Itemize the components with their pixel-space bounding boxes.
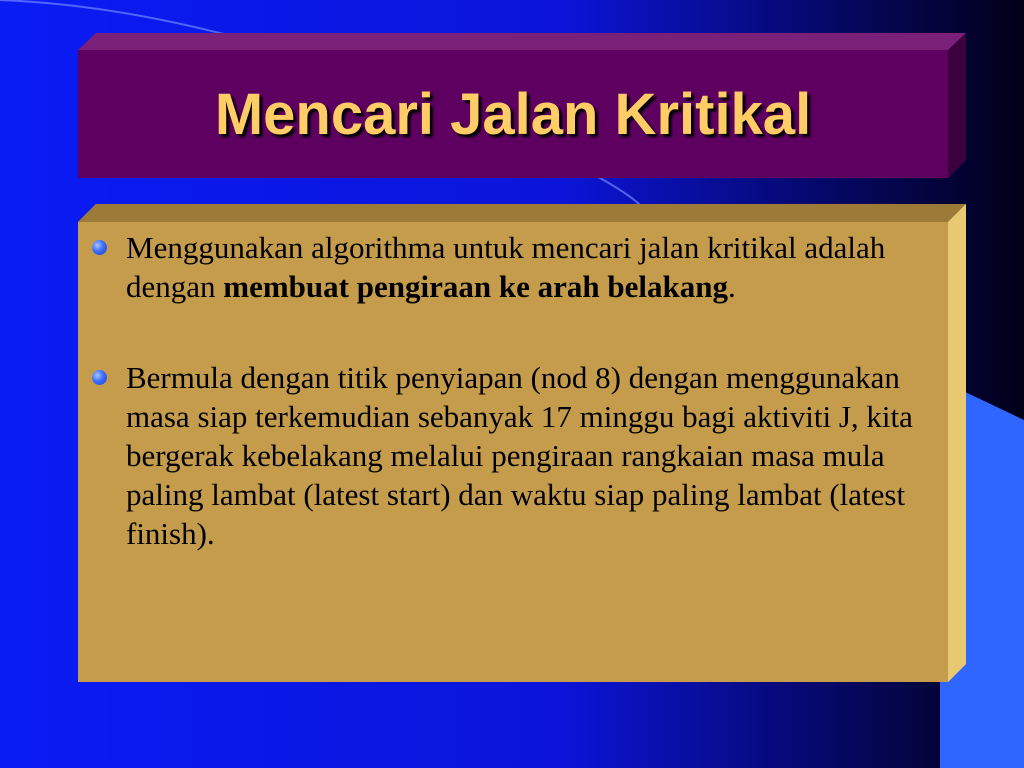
bullet-1-punctuation: .	[727, 269, 736, 304]
bullet-icon	[92, 370, 107, 385]
content-body	[90, 228, 940, 605]
bullet-item-1	[90, 228, 940, 306]
bullet-1-text: Menggunakan algorithma untuk mencari jalan kritikal adalah dengan	[126, 230, 886, 304]
bullet-item-2	[90, 358, 940, 553]
bullet-1-bold-text: membuat pengiraan ke arah belakang	[223, 269, 728, 304]
bullet-icon	[92, 240, 107, 255]
slide-title: Mencari Jalan Kritikal	[214, 82, 812, 147]
bullet-2-text: Bermula dengan titik penyiapan (nod 8) dengan menggunakan masa siap terkemudian sebanyak 17 minggu bagi aktiviti J, kita bergerak kebelakang melalui pengiraan rangkaian masa mula paling lambat (latest start) dan waktu siap paling lambat (latest finish).	[126, 360, 913, 551]
